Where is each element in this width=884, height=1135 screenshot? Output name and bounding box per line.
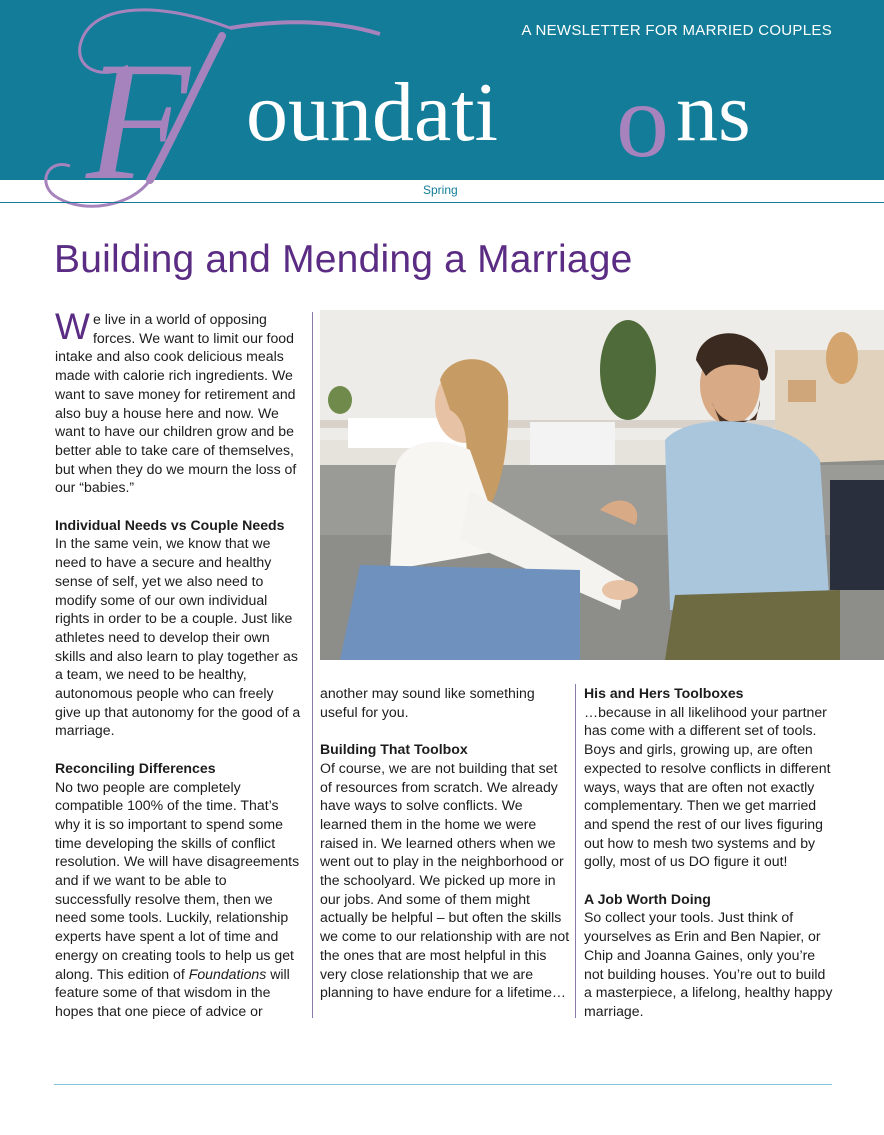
section-heading-job-worth-doing: A Job Worth Doing bbox=[584, 890, 711, 907]
column-2 bbox=[320, 684, 572, 1002]
column-1 bbox=[55, 306, 303, 1021]
brand-o-accent: o bbox=[616, 62, 669, 179]
continued-paragraph: another may sound like something useful for you. bbox=[320, 685, 535, 720]
section-heading-reconciling: Reconciling Differences bbox=[55, 759, 216, 776]
publication-name: Foundations bbox=[188, 965, 267, 982]
issue-season: Spring bbox=[423, 183, 458, 197]
footer-rule bbox=[54, 1084, 832, 1085]
brand-word-end: ns bbox=[676, 66, 751, 159]
article-headline: Building and Mending a Marriage bbox=[54, 238, 633, 281]
column-divider-2 bbox=[575, 684, 576, 1018]
swash-tail-icon bbox=[230, 22, 380, 34]
paragraph-his-hers: …because in all likelihood your partner has come with a different set of tools. Boys and girls, growing up, are often expected to resolve conflicts in different ways, ways that are often not exactly complementary. Then we get married and spend the rest of our lives figuring out how to mesh two systems and by golly, most of us DO figure it out! bbox=[584, 703, 831, 870]
tagline: A NEWSLETTER FOR MARRIED COUPLES bbox=[521, 22, 832, 39]
brand-word: oundati bbox=[246, 66, 498, 159]
column-3 bbox=[584, 684, 836, 1021]
paragraph-individual-needs: In the same vein, we know that we need to have a secure and healthy sense of self, yet we also need to modify some of our own individual rights in order to be a couple. Just like athletes need to develop their own skills and also learn to play together as a team, we need to be healthy, autonomous people who can freely give up that autonomy for the good of a marriage. bbox=[55, 535, 301, 739]
article-photo bbox=[320, 310, 884, 660]
drop-cap: W bbox=[55, 306, 90, 347]
paragraph-job-worth-doing: So collect your tools. Just think of yourselves as Erin and Ben Napier, or Chip and Joanna Gaines, only you’re not building houses. You’re out to build a masterpiece, a lifelong, healthy happy marriage. bbox=[584, 909, 833, 1019]
paragraph-reconciling: No two people are completely compatible 100% of the time. That’s why it is so important to spend some time developing the skills of conflict resolution. We will have disagreements and if we want to be able to successfully resolve them, then we need some tools. Luckily, relationship experts have spent a lot of time and energy on creating tools to help us get along. This edition of Foundations will feature some of that wisdom in the hopes that one piece of advice or bbox=[55, 778, 300, 1019]
paragraph-toolbox: Of course, we are not building that set of resources from scratch. We already have ways to solve conflicts. We learned them in the home we were raised in. We learned others when we went out to play in the neighborhood or the schoolyard. We picked up more in our jobs. And some of them might actually be helpful – but often the skills we come to our relationship with are not the ones that are most helpful in this very close relationship that we are planning to have endure for a lifetime… bbox=[320, 759, 570, 1001]
intro-paragraph: We live in a world of opposing forces. We want to limit our food intake and also cook delicious meals made with calorie rich ingredients. We want to save money for retirement and also buy a house here and now. We want to have our children grow and be better able to take care of themselves, but when they do we mourn the loss of our “babies.” bbox=[55, 306, 297, 496]
section-heading-individual-needs: Individual Needs vs Couple Needs bbox=[55, 516, 285, 533]
section-heading-toolbox: Building That Toolbox bbox=[320, 741, 468, 758]
couple-photo-illustration bbox=[320, 310, 884, 660]
section-heading-his-hers: His and Hers Toolboxes bbox=[584, 685, 744, 701]
brand-F: F bbox=[86, 27, 190, 215]
column-divider-1 bbox=[312, 312, 313, 1018]
season-bar bbox=[0, 180, 884, 203]
